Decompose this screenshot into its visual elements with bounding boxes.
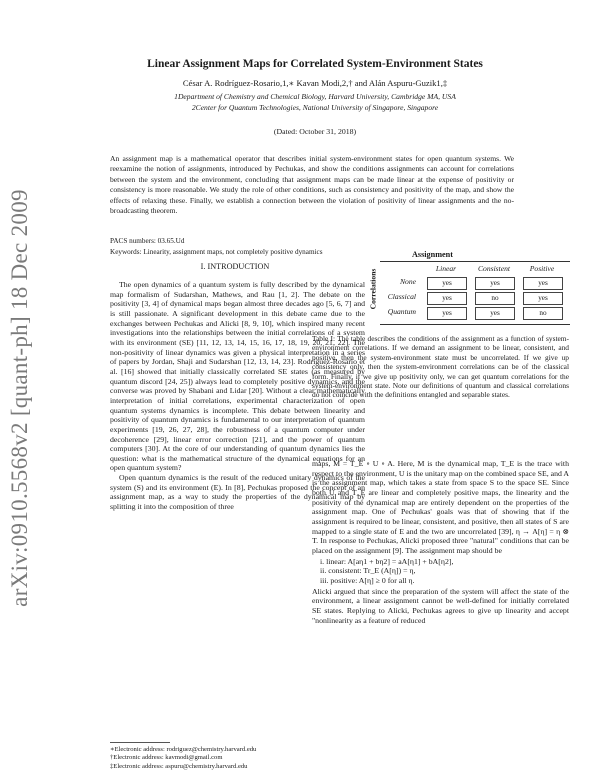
- pacs-numbers: PACS numbers: 03.65.Ud: [110, 237, 185, 245]
- footnote-divider: [110, 742, 170, 743]
- footnote-2: †Electronic address: kavmodi@gmail.com: [110, 754, 223, 761]
- table-cell: no: [523, 307, 563, 320]
- table-row-group-text: Correlations: [368, 268, 378, 310]
- table-cell: yes: [427, 292, 467, 305]
- column-2: [312, 459, 569, 625]
- table-cell: yes: [475, 307, 515, 320]
- table-col-header: Consistent: [477, 264, 511, 273]
- arxiv-stamp: [2, 170, 38, 625]
- table-cell: yes: [523, 292, 563, 305]
- table-row-header: Quantum: [387, 307, 416, 316]
- intro-paragraph: Open quantum dynamics is the result of the reduced unitary dynamics of the system (S) and its environment (E). In [8], Pechukas proposed the concept of an assignment map, as a way to study the properties of the dynamical map by splitting it into the composition of three: [110, 473, 365, 512]
- table-cell: yes: [427, 277, 467, 290]
- abstract: An assignment map is a mathematical operator that describes initial system-environment states for open quantum systems. We reexamine the notion of assignments, introduced by Pechukas, and show the conditions assignments can account for correlations between the system and the environment, concluding that assignment maps can be made linear at the expense of positivity or consistency is more reasonable. We study the role of other conditions, such as consistency and positivity of the map, and show the effects of relaxing these. Finally, we establish a connection between the violation of positivity of linear assignments and the no-broadcasting theorem.: [110, 154, 514, 216]
- condition-item: iii. positive: A[η] ≥ 0 for all η.: [320, 575, 415, 585]
- keywords: Keywords: Linearity, assignment maps, not completely positive dynamics: [110, 248, 323, 256]
- table-row-header: Classical: [387, 292, 416, 301]
- section-heading: I. INTRODUCTION: [200, 262, 270, 271]
- affiliation-2: 2Center for Quantum Technologies, National University of Singapore, Singapore: [191, 103, 439, 112]
- table-cell: yes: [523, 277, 563, 290]
- footnote-1: ∗Electronic address: rodriguez@chemistry.harvard.edu: [110, 746, 257, 753]
- table-cell: no: [475, 292, 515, 305]
- date-line: (Dated: October 31, 2018): [273, 127, 357, 136]
- table-title: Assignment: [412, 250, 453, 259]
- arxiv-stamp-text: arXiv:0910.5568v2 [quant-ph] 18 Dec 2009: [7, 188, 32, 607]
- body-paragraph: maps, M = T_E ∘ U ∘ A. Here, M is the dynamical map, T_E is the trace with respect to the environment, U is the unitary map on the combined space SE, and A is the assignment map, which takes a state from space S to the space SE. Since both U and T_E are linear and completely positive maps, the linearity and the positivity of the dynamical map are entirely dependent on the properties of the assignment map. One of Pechukas' goals was that of showing that if the assignment is required to be linear, consistent, and positive, then all states of S are mapped to a single state of E and the two are uncorrelated [39], η → A[η] = η ⊗ T. In response to Pechukas, Alicki proposed three "natural" conditions that can be placed on the assignment [9]. The assignment map should be: [312, 459, 570, 555]
- table-top-rule: [380, 261, 570, 262]
- body-paragraph: Alicki argued that since the preparation of the system will affect the state of the environment, a linear assignment cannot be well-defined for initially correlated SE states. Replying to Alicki, Pechukas agrees to give up linearity and accept "nonlinearity as a feature of reduced: [312, 586, 569, 625]
- condition-item: ii. consistent: Tr_E (A[η]) = η,: [320, 566, 416, 576]
- condition-list: [320, 557, 569, 586]
- condition-item: i. linear: A[aη1 + bη2] = aA[η1] + bA[η2],: [320, 556, 454, 566]
- intro-paragraph: The open dynamics of a quantum system is fully described by the dynamical map formalism of Sudarshan, Mathews, and Rau [1, 2]. The debate on the positivity [3, 4] of dynamical maps began almost three decades ago [5, 6, 7] and is still passionate. A significant development in this debate came due to the exchanges between Pechukas and Alicki [8, 9, 10], which inspired many recent investigations into the relationships between the initial correlations of a system with its environment (SE) [11, 12, 13, 14, 15, 16, 17, 18, 19, 20, 21, 22]. The non-positivity of linear dynamics was given a physical interpretation in a series of papers by Jordan, Shaji and Sudarshan [12, 13, 14, 23]. Rodríguez-Rosario et al. [16] showed that initially classically correlated SE states (as measured by quantum discord [24, 25]) always lead to completely positive dynamics, and the converse was proved by Shabani and Lidar [20]. Without a clear mathematically interpretation of initial correlations, experimental characterization of open quantum systems dynamics is incomplete. This debate between linearity and positivity of quantum dynamics is fundamental to our interpretation of quantum experiments [19, 26, 27, 28], the robustness of a quantum computer under decoherence [29], linear error correction [21], and the power of quantum computers [30]. At the core of our understanding of quantum dynamics lies the question: what is the mathematical structure of the dynamical equations for an open quantum system?: [110, 280, 365, 473]
- footnote-3: ‡Electronic address: aspuru@chemistry.harvard.edu: [110, 763, 248, 770]
- table-col-header: Positive: [529, 264, 555, 273]
- affiliation-1: 1Department of Chemistry and Chemical Biology, Harvard University, Cambridge MA, USA: [174, 92, 456, 101]
- table-bottom-rule: [380, 324, 570, 325]
- paper-title: Linear Assignment Maps for Correlated System-Environment States: [147, 58, 483, 70]
- table-row-header: None: [399, 277, 416, 286]
- author-list: César A. Rodríguez-Rosario,1,∗ Kavan Modi,2,† and Alán Aspuru-Guzik1,‡: [182, 78, 448, 88]
- table-caption: Table I: The table describes the conditions of the assignment as a function of system-environment correlations. If we demand an assignment to be linear, consistent, and positive, then the system-environment state must be uncorrelated. If we give up consistency only, then the system-environment correlations can be of the classical form. Finally, if we give up positivity only, we can get quantum correlations for the system-environment state. Note our definitions of quantum and classical correlations do not coincide with the definitions entangled and separable states.: [312, 334, 569, 400]
- table-cell: yes: [475, 277, 515, 290]
- table-col-header: Linear: [435, 264, 457, 273]
- table-cell: yes: [427, 307, 467, 320]
